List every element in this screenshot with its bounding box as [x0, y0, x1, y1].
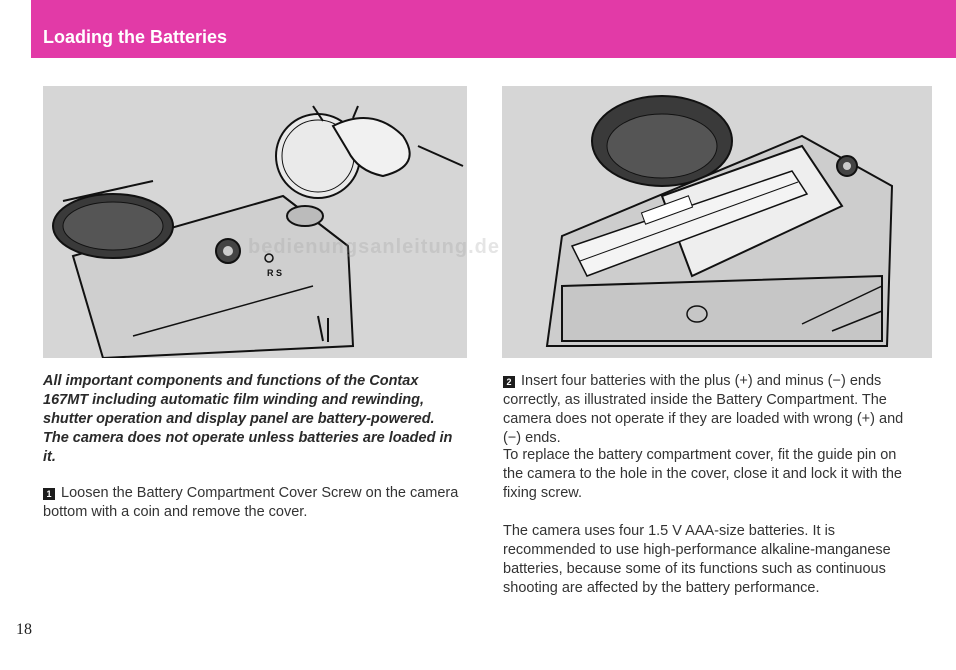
- step-1: [43, 484, 463, 522]
- intro-paragraph: All important components and functions of the Contax 167MT including automatic film winding and rewinding, shutter operation and display panel are battery-powered. The camera does not operate unless batteries are loaded in it.: [43, 373, 453, 465]
- replace-cover-paragraph: To replace the battery compartment cover, fit the guide pin on the camera to the hole in the cover, close it and lock it with the fixing screw.: [503, 447, 902, 501]
- battery-note-paragraph: The camera uses four 1.5 V AAA-size batteries. It is recommended to use high-performance alkaline-manganese batteries, because some of its functions such as continuous shooting are affected by the battery performance.: [503, 523, 891, 596]
- step-1-text: Loosen the Battery Compartment Cover Screw on the camera bottom with a coin and remove the cover.: [43, 485, 459, 520]
- illustration-coin-unscrew: [43, 86, 467, 358]
- camera-bottom-drawing: [43, 86, 467, 358]
- rs-label: R S: [267, 268, 283, 278]
- watermark: bedienungsanleitung.de: [248, 236, 501, 258]
- page-title: Loading the Batteries: [43, 27, 228, 47]
- header-bar: [31, 0, 956, 58]
- illustration-battery-compartment: [502, 86, 932, 358]
- step-number-badge: 2: [503, 376, 515, 388]
- page-number: 18: [16, 621, 32, 638]
- step-number-badge: 1: [43, 488, 55, 500]
- step-2-text: Insert four batteries with the plus (+) and minus (−) ends correctly, as illustrated inside the Battery Compartment. The camera does not operate if they are loaded with wrong (+) and (−) ends.: [503, 373, 904, 446]
- step-2: [503, 372, 913, 448]
- battery-compartment-drawing: [502, 86, 932, 358]
